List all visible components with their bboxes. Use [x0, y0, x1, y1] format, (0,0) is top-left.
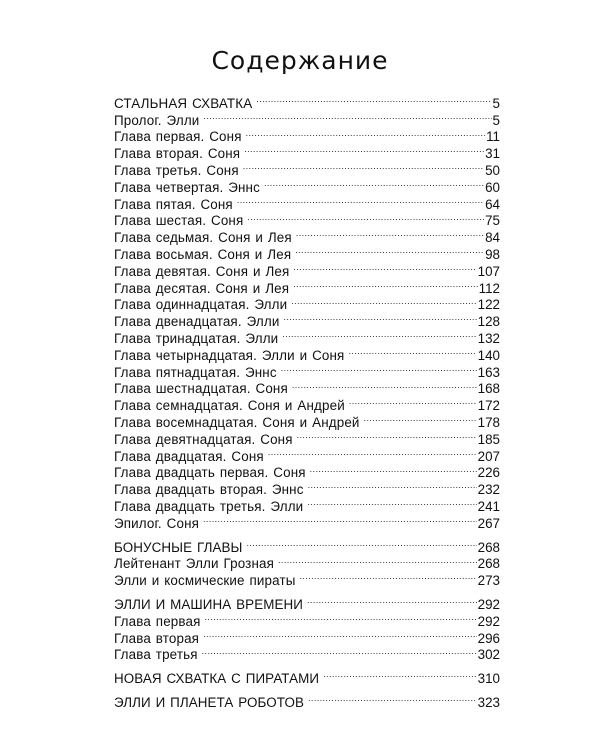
toc-entry[interactable]	[114, 666, 500, 687]
dot-leader	[310, 461, 477, 478]
toc-entry-page-number: 5	[492, 95, 500, 111]
dot-leader	[292, 377, 477, 394]
toc-section	[114, 690, 500, 710]
dot-leader	[247, 209, 484, 226]
toc-entry[interactable]	[114, 91, 500, 111]
dot-leader	[246, 125, 485, 142]
toc-entry-title: ЭЛЛИ И МАШИНА ВРЕМЕНИ	[114, 596, 304, 612]
dot-leader	[364, 410, 477, 427]
toc-entry-title: Глава шестая. Соня	[114, 213, 244, 229]
toc-entry-title: Глава девятая. Соня и Лея	[114, 263, 290, 279]
dot-leader	[349, 393, 477, 410]
dot-leader	[296, 225, 484, 242]
toc-entry-title: Глава двадцать вторая. Эннс	[114, 482, 304, 498]
toc-section	[114, 592, 500, 663]
toc-entry-page-number: 207	[477, 448, 500, 464]
toc-entry-page-number: 140	[477, 347, 500, 363]
toc-entry-title: Глава двадцатая. Соня	[114, 448, 264, 464]
toc-entry-page-number: 5	[492, 112, 500, 128]
toc-entry-page-number: 292	[477, 596, 500, 612]
dot-leader	[282, 326, 476, 343]
toc-entry-title: Глава четвертая. Эннс	[114, 179, 260, 195]
toc-entry-page-number: 273	[477, 573, 500, 589]
toc-entry-page-number: 168	[477, 381, 500, 397]
toc-entry-title: Глава восьмая. Соня и Лея	[114, 246, 292, 262]
dot-leader	[307, 592, 477, 609]
toc-entry-title: Глава шестнадцатая. Соня	[114, 381, 288, 397]
toc-entry-title: Глава двенадцатая. Элли	[114, 314, 280, 330]
toc-entry-title: ЭЛЛИ И ПЛАНЕТА РОБОТОВ	[114, 694, 305, 710]
dot-leader	[246, 535, 476, 552]
toc-entry-title: Глава четырнадцатая. Элли и Соня	[114, 347, 345, 363]
toc-entry-title: Пролог. Элли	[114, 112, 200, 128]
table-of-contents	[114, 91, 500, 714]
toc-entry-title: Глава первая	[114, 613, 201, 629]
toc-entry-page-number: 84	[485, 230, 500, 246]
dot-leader	[205, 609, 477, 626]
toc-entry-title: Глава третья. Соня	[114, 162, 239, 178]
dot-leader	[283, 309, 476, 326]
toc-entry-title: Глава восемнадцатая. Соня и Андрей	[114, 414, 360, 430]
dot-leader	[203, 511, 477, 528]
dot-leader	[307, 494, 476, 511]
toc-entry-page-number: 296	[477, 630, 500, 646]
dot-leader	[291, 293, 476, 310]
toc-entry-page-number: 122	[477, 297, 500, 313]
dot-leader	[203, 626, 477, 643]
toc-entry-page-number: 132	[477, 330, 500, 346]
toc-entry-title: Глава пятая. Соня	[114, 196, 233, 212]
toc-entry-title: СТАЛЬНАЯ СХВАТКА	[114, 95, 253, 111]
toc-entry-title: Глава седьмая. Соня и Лея	[114, 230, 292, 246]
toc-entry-page-number: 75	[485, 213, 500, 229]
dot-leader	[244, 141, 484, 158]
toc-entry[interactable]	[114, 690, 500, 710]
toc-entry-page-number: 323	[477, 694, 500, 710]
toc-entry-title: Эпилог. Соня	[114, 515, 200, 531]
toc-entry-title: Глава тринадцатая. Элли	[114, 330, 279, 346]
toc-entry-title: Глава двадцать первая. Соня	[114, 465, 306, 481]
toc-entry-page-number: 11	[486, 129, 500, 145]
toc-section	[114, 666, 500, 687]
toc-section	[114, 535, 500, 589]
toc-entry[interactable]	[114, 535, 500, 555]
toc-entry-page-number: 163	[477, 364, 500, 380]
toc-entry-page-number: 98	[485, 246, 500, 262]
toc-entry-title: БОНУСНЫЕ ГЛАВЫ	[114, 539, 243, 555]
toc-entry-title: Глава пятнадцатая. Эннс	[114, 364, 277, 380]
toc-entry-title: Глава вторая	[114, 630, 200, 646]
toc-entry-page-number: 241	[477, 498, 500, 514]
dot-leader	[243, 158, 484, 175]
toc-entry-title: Глава одиннадцатая. Элли	[114, 297, 288, 313]
toc-entry-title: Глава двадцать третья. Элли	[114, 498, 304, 514]
toc-entry-page-number: 302	[477, 647, 500, 663]
toc-entry-title: Глава девятнадцатая. Соня	[114, 431, 293, 447]
dot-leader	[202, 643, 477, 660]
toc-entry-page-number: 268	[477, 539, 500, 555]
toc-entry-page-number: 50	[485, 162, 500, 178]
dot-leader	[256, 91, 491, 108]
toc-entry-page-number: 128	[477, 314, 500, 330]
dot-leader	[308, 477, 477, 494]
dot-leader	[348, 343, 476, 360]
toc-entry-page-number: 60	[485, 179, 500, 195]
dot-leader	[300, 568, 477, 585]
toc-entry-page-number: 107	[477, 263, 500, 279]
dot-leader	[264, 175, 484, 192]
toc-entry-page-number: 178	[477, 414, 500, 430]
dot-leader	[297, 427, 477, 444]
toc-entry-page-number: 226	[477, 465, 500, 481]
dot-leader	[308, 690, 477, 707]
toc-entry-page-number: 185	[477, 431, 500, 447]
toc-entry[interactable]	[114, 592, 500, 612]
toc-entry-title: Лейтенант Элли Грозная	[114, 556, 275, 572]
dot-leader	[278, 552, 477, 569]
dot-leader	[293, 276, 478, 293]
toc-section	[114, 91, 500, 531]
toc-entry-title: НОВАЯ СХВАТКА С ПИРАТАМИ	[114, 671, 320, 687]
toc-entry-page-number: 267	[477, 515, 500, 531]
toc-entry-page-number: 268	[477, 556, 500, 572]
toc-entry-page-number: 112	[478, 280, 500, 296]
toc-entry-page-number: 172	[477, 398, 500, 414]
toc-entry-title: Глава первая. Соня	[114, 129, 242, 145]
dot-leader	[281, 360, 477, 377]
toc-entry-title: Глава третья	[114, 647, 198, 663]
toc-entry-title: Глава вторая. Соня	[114, 146, 241, 162]
dot-leader	[268, 444, 477, 461]
toc-entry-page-number: 64	[485, 196, 500, 212]
toc-entry-title: Глава десятая. Соня и Лея	[114, 280, 290, 296]
dot-leader	[295, 242, 484, 259]
toc-entry-title: Элли и космические пираты	[114, 573, 296, 589]
dot-leader	[293, 259, 476, 276]
toc-entry-page-number: 31	[485, 146, 500, 162]
toc-entry-title: Глава семнадцатая. Соня и Андрей	[114, 398, 345, 414]
page-title: Содержание	[211, 46, 389, 75]
dot-leader	[237, 192, 484, 209]
toc-entry-page-number: 292	[477, 613, 500, 629]
toc-entry-page-number: 310	[477, 671, 500, 687]
toc-entry-page-number: 232	[477, 482, 500, 498]
dot-leader	[323, 666, 477, 683]
dot-leader	[203, 108, 491, 125]
